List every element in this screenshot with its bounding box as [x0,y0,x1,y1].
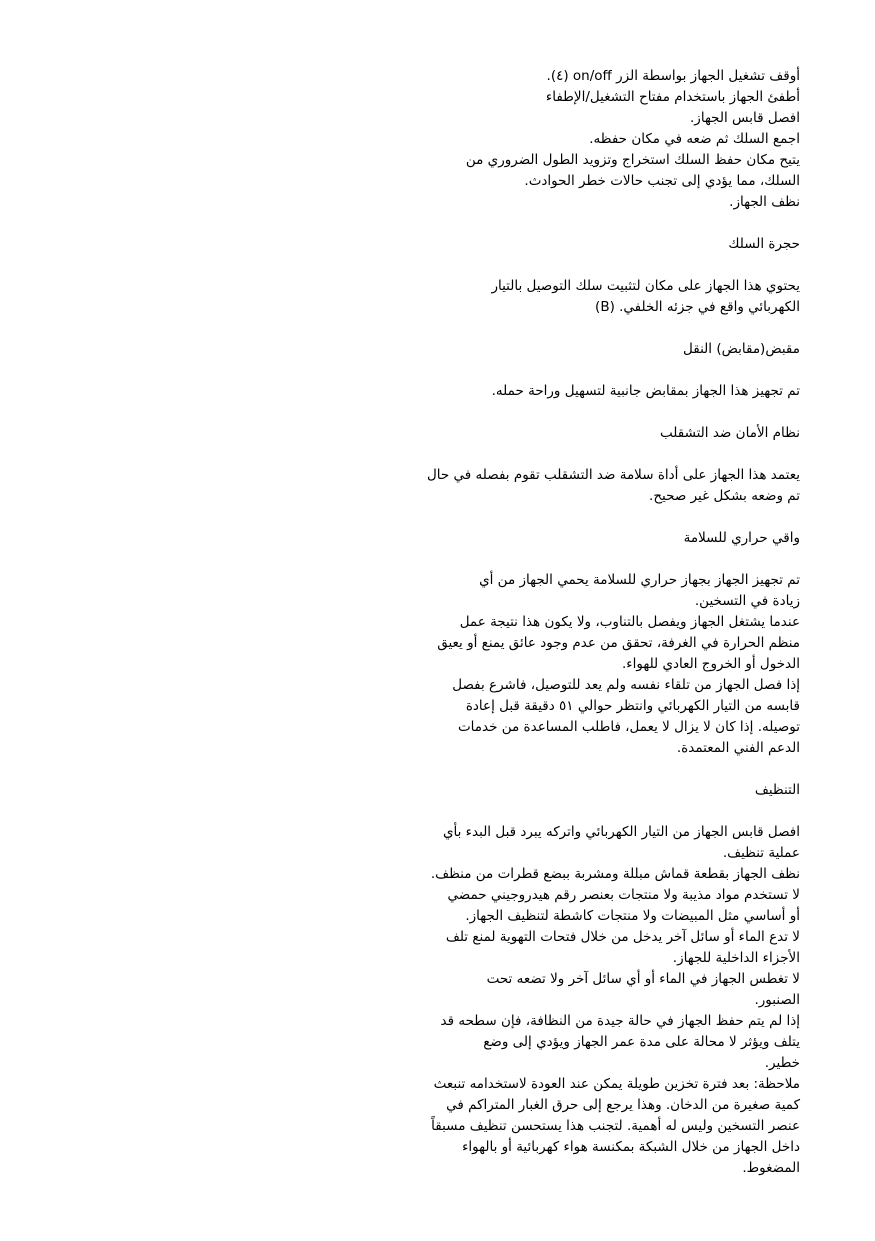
section-heading: واقي حراري للسلامة [683,530,800,546]
cord-storage-section [440,234,800,318]
intro-section [440,66,800,213]
body-line: أو أساسي مثل المبيضات ولا منتجات كاشطة لتنظيف الجهاز. [465,908,800,924]
body-line: الدخول أو الخروج العادي للهواء. [621,656,800,672]
body-line: زيادة في التسخين. [694,593,800,609]
body-line: إذا لم يتم حفظ الجهاز في حالة جيدة من النظافة، فإن سطحه قد [440,1013,800,1029]
body-line: لا تستخدم مواد مذيبة ولا منتجات بعنصر رقم هيدروجيني حمضي [447,887,800,903]
body-line: تم وضعه بشكل غير صحيح. [649,488,800,504]
section-heading: مقبض(مقابض) النقل [683,341,800,357]
body-line: تم تجهيز هذا الجهاز بمقابض جانبية لتسهيل وراحة حمله. [491,383,800,399]
text-column [426,66,800,1179]
intro-line: افصل قابس الجهاز. [690,110,800,126]
intro-line: أطفئ الجهاز باستخدام مفتاح التشغيل/الإطفاء [545,89,800,105]
body-line: يتلف ويؤثر لا محالة على مدة عمر الجهاز ويؤدي إلى وضع [483,1034,800,1050]
intro-line: السلك، مما يؤدي إلى تجنب حالات خطر الحوادث. [524,173,800,189]
note-line: المضغوط. [742,1160,800,1176]
note-line: كمية صغيرة من الدخان. وهذا يرجع إلى حرق الغبار المتراكم في [446,1097,800,1113]
body-line: الدعم الفني المعتمدة. [676,740,800,756]
body-line: الأجزاء الداخلية للجهاز. [672,950,800,966]
anti-tip-section [426,423,800,507]
body-line: منظم الحرارة في الغرفة، تحقق من عدم وجود عائق يمنع أو يعيق [437,635,800,651]
section-heading: حجرة السلك [728,236,800,252]
body-line: تم تجهيز الجهاز بجهاز حراري للسلامة يحمي الجهاز من أي [479,572,800,588]
body-line: لا تغطس الجهاز في الماء أو أي سائل آخر ولا تضعه تحت [486,971,800,987]
note-line: عنصر التسخين وليس له أهمية. لتجنب هذا يستحسن تنظيف مسبقاً [431,1118,800,1134]
thermal-section [437,528,800,759]
body-line: نظف الجهاز بقطعة قماش مبللة ومشربة ببضع قطرات من منظف. [430,866,800,882]
section-heading: نظام الأمان ضد التشقلب [660,425,800,441]
body-line: إذا فصل الجهاز من تلقاء نفسه ولم يعد للتوصيل، فاشرع بفصل [452,677,800,693]
body-line: الصنبور. [754,992,800,1008]
intro-line: اجمع السلك ثم ضعه في مكان حفظه. [589,131,800,147]
intro-line: أوقف تشغيل الجهاز بواسطة الزر on/off (٤). [546,68,800,84]
intro-line: يتيح مكان حفظ السلك استخراج وتزويد الطول الضروري من [465,152,800,168]
intro-line: نظف الجهاز. [729,194,800,210]
body-line: يعتمد هذا الجهاز على أداة سلامة ضد التشقلب تقوم بفصله في حال [426,467,800,483]
body-line: عملية تنظيف. [722,845,800,861]
body-line: عندما يشتغل الجهاز ويفصل بالتناوب، ولا يكون هذا نتيجة عمل [459,614,800,630]
body-line: افصل قابس الجهاز من التيار الكهربائي واتركه يبرد قبل البدء بأي [442,824,800,840]
handles-section [440,339,800,402]
body-line: توصيله. إذا كان لا يزال لا يعمل، فاطلب المساعدة من خدمات [457,719,800,735]
body-line: لا تدع الماء أو سائل آخر يدخل من خلال فتحات التهوية لمنع تلف [445,929,800,945]
cleaning-section [430,780,800,1179]
body-line: الكهربائي واقع في جزئه الخلفي. (B) [595,299,800,315]
note-line: ملاحظة: بعد فترة تخزين طويلة يمكن عند العودة لاستخدامه تنبعث [433,1076,800,1092]
note-line: داخل الجهاز من خلال الشبكة بمكنسة هواء كهربائية أو بالهواء [462,1139,800,1155]
body-line: خطير. [764,1055,800,1071]
body-line: قابسه من التيار الكهربائي وانتظر حوالي ٥١ دقيقة قبل إعادة [465,698,800,714]
section-heading: التنظيف [754,782,800,798]
body-line: يحتوي هذا الجهاز على مكان لتثبيت سلك التوصيل بالتيار [491,278,800,294]
